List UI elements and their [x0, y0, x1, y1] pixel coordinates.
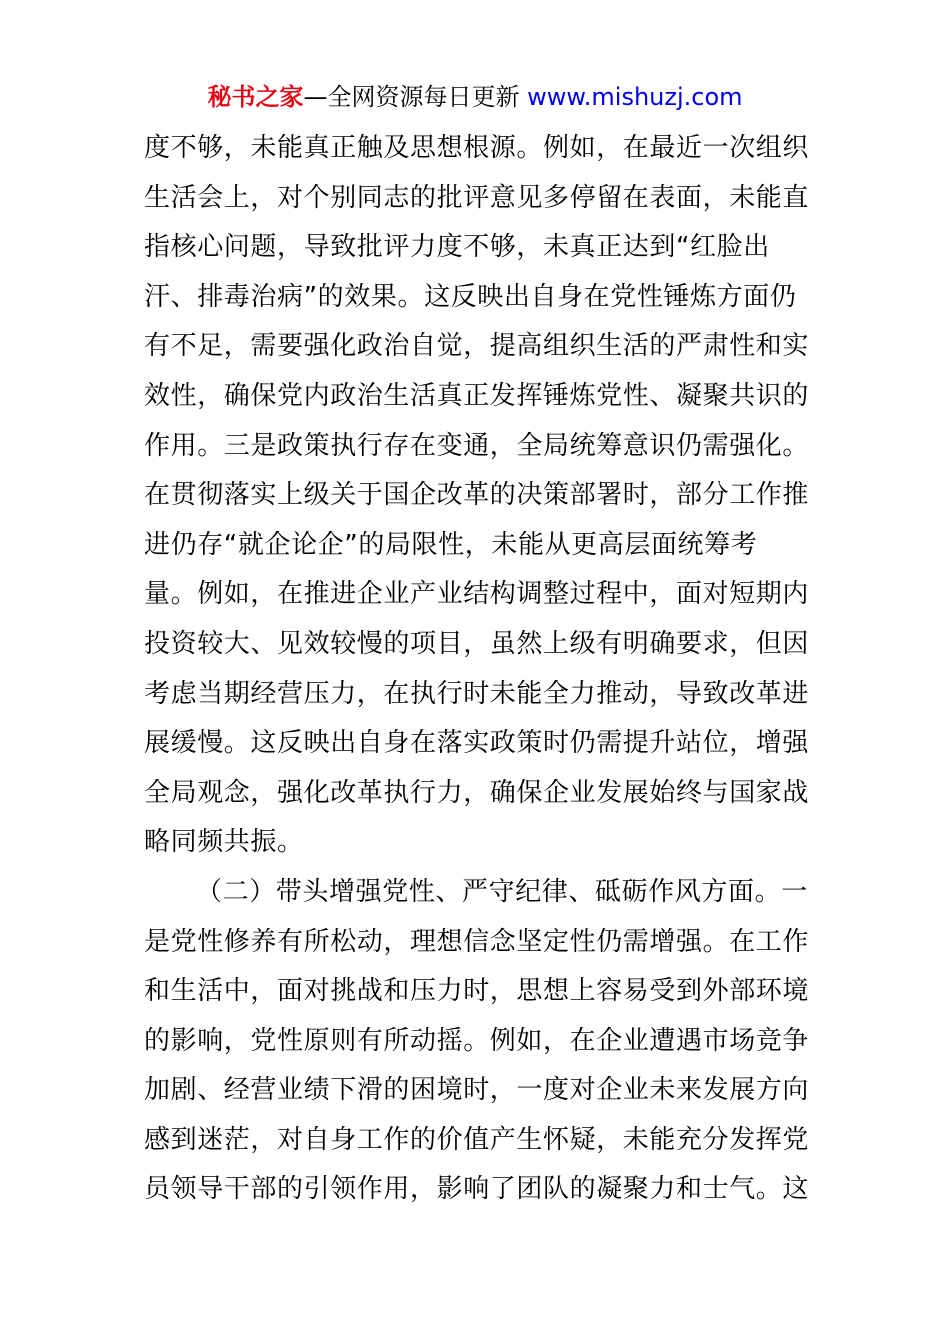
- site-url-link[interactable]: www.mishuzj.com: [527, 83, 743, 111]
- text-line: 的影响，党性原则有所动摇。例如，在企业遭遇市场竞争: [144, 1025, 810, 1056]
- text-line: 进仍存“就企论企”的局限性，未能从更高层面统筹考: [144, 529, 758, 560]
- brand-name: 秘书之家: [207, 83, 304, 111]
- text-line: 感到迷茫，对自身工作的价值产生怀疑，未能充分发挥党: [144, 1124, 810, 1155]
- text-line: 全局观念，强化改革执行力，确保企业发展始终与国家战: [144, 777, 810, 808]
- text-line: 是党性修养有所松动，理想信念坚定性仍需增强。在工作: [144, 926, 810, 957]
- document-body: [144, 124, 824, 1215]
- text-line: 展缓慢。这反映出自身在落实政策时仍需提升站位，增强: [144, 728, 810, 759]
- text-line: 度不够，未能真正触及思想根源。例如，在最近一次组织: [144, 133, 810, 163]
- section-heading-line: （二）带头增强党性、严守纪律、砥砺作风方面。一: [196, 876, 808, 907]
- text-line: 略同频共振。: [144, 827, 304, 858]
- text-line: 加剧、经营业绩下滑的困境时，一度对企业未来发展方向: [144, 1075, 810, 1106]
- text-line: 作用。三是政策执行存在变通，全局统筹意识仍需强化。: [144, 430, 810, 461]
- text-line: 效性，确保党内政治生活真正发挥锤炼党性、凝聚共识的: [144, 380, 810, 411]
- text-line: 员领导干部的引领作用，影响了团队的凝聚力和士气。这: [144, 1174, 810, 1205]
- text-line: 考虑当期经营压力，在执行时未能全力推动，导致改革进: [144, 678, 810, 709]
- text-line: 在贯彻落实上级关于国企改革的决策部署时，部分工作推: [144, 480, 810, 511]
- text-line: 指核心问题，导致批评力度不够，未真正达到“红脸出: [144, 232, 770, 263]
- text-line: 量。例如，在推进企业产业结构调整过程中，面对短期内: [144, 579, 810, 610]
- header-tagline: —全网资源每日更新: [303, 83, 528, 111]
- text-line: 有不足，需要强化政治自觉，提高组织生活的严肃性和实: [144, 331, 810, 362]
- text-line: 生活会上，对个别同志的批评意见多停留在表面，未能直: [144, 182, 810, 213]
- page-header: [0, 80, 950, 114]
- text-line: 汗、排毒治病”的效果。这反映出自身在党性锤炼方面仍: [144, 281, 797, 312]
- text-line: 和生活中，面对挑战和压力时，思想上容易受到外部环境: [144, 976, 810, 1007]
- text-line: 投资较大、见效较慢的项目，虽然上级有明确要求，但因: [144, 628, 810, 659]
